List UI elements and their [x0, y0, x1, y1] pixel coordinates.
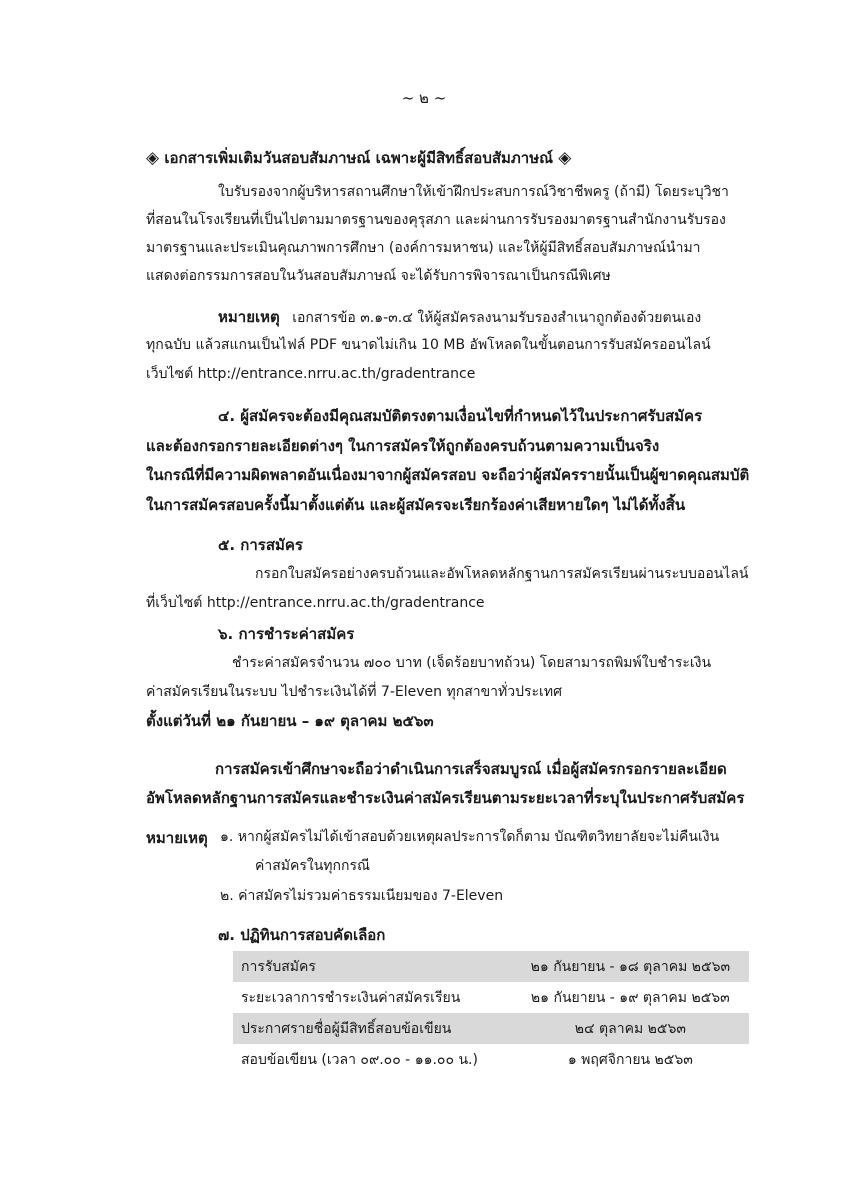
item4-line: และต้องกรอกรายละเอียดต่างๆ ในการสมัครให้ถูกต้องครบถ้วนตามความเป็นจริง [146, 437, 660, 455]
date-cell: ๒๑ กันยายน - ๑๘ ตุลาคม ๒๕๖๓ [512, 951, 749, 982]
note1-label: หมายเหตุ [218, 308, 280, 326]
activity-cell: สอบข้อเขียน (เวลา ๐๙.๐๐ - ๑๑.๐๐ น.) [241, 1051, 478, 1068]
section-extra-title: เอกสารเพิ่มเติมวันสอบสัมภาษณ์ เฉพาะผู้มีสิทธิ์สอบสัมภาษณ์ [164, 149, 553, 167]
completion-line: อัพโหลดหลักฐานการสมัครและชำระเงินค่าสมัครเรียนตามระยะเวลาที่ระบุในประกาศรับสมัคร [146, 789, 745, 807]
activity-cell: ระยะเวลาการชำระเงินค่าสมัครเรียน [241, 989, 461, 1006]
item5-line: กรอกใบสมัครอย่างครบถ้วนและอัพโหลดหลักฐานการสมัครเรียนผ่านระบบออนไลน์ [255, 566, 749, 582]
diamond-icon: ◈ [558, 148, 572, 168]
note2-label: หมายเหตุ [146, 829, 208, 847]
item7-heading: ๗. ปฏิทินการสอบคัดเลือก [218, 926, 386, 944]
table-row [233, 982, 749, 1013]
note1-line: ทุกฉบับ แล้วสแกนเป็นไฟล์ PDF ขนาดไม่เกิน 10 MB อัพโหลดในขั้นตอนการรับสมัครออนไลน์ [146, 337, 711, 353]
section-extra-line: ที่สอนในโรงเรียนที่เป็นไปตามมาตรฐานของคุรุสภา และผ่านการรับรองมาตรฐานสำนักงานรับรอง [146, 212, 726, 228]
table-row [233, 951, 749, 982]
table-row [233, 1044, 749, 1075]
item5-heading: ๕. การสมัคร [218, 536, 303, 554]
date-cell: ๒๑ กันยายน - ๑๙ ตุลาคม ๒๕๖๓ [530, 989, 730, 1006]
activity-cell: ประกาศรายชื่อผู้มีสิทธิ์สอบข้อเขียน [233, 1013, 512, 1044]
note1-text: เอกสารข้อ ๓.๑-๓.๔ ให้ผู้สมัครลงนามรับรองสำเนาถูกต้องด้วยตนเอง [292, 310, 702, 326]
section-extra-line: มาตรฐานและประเมินคุณภาพการศึกษา (องค์การมหาชน) และให้ผู้มีสิทธิ์สอบสัมภาษณ์นำมา [146, 240, 701, 256]
item6-heading: ๖. การชำระค่าสมัคร [218, 625, 355, 643]
note1-url: เว็บไซต์ http://entrance.nrru.ac.th/gradentrance [146, 366, 476, 382]
date-cell: ๒๔ ตุลาคม ๒๕๖๓ [512, 1013, 749, 1044]
date-cell: ๑ พฤศจิกายน ๒๕๖๓ [567, 1051, 693, 1068]
item6-line: ค่าสมัครเรียนในระบบ ไปชำระเงินได้ที่ 7-Eleven ทุกสาขาทั่วประเทศ [146, 684, 562, 700]
exam-calendar-table [233, 951, 749, 1075]
item4-line: ๔. ผู้สมัครจะต้องมีคุณสมบัติตรงตามเงื่อนไขที่กำหนดไว้ในประกาศรับสมัคร [218, 407, 703, 425]
item6-period: ตั้งแต่วันที่ ๒๑ กันยายน – ๑๙ ตุลาคม ๒๕๖๓ [146, 712, 434, 730]
section-extra-line: แสดงต่อกรรมการสอบในวันสอบสัมภาษณ์ จะได้รับการพิจารณาเป็นกรณีพิเศษ [146, 268, 611, 284]
item4-line: ในการสมัครสอบครั้งนี้มาตั้งแต่ต้น และผู้สมัครจะเรียกร้องค่าเสียหายใดๆ ไม่ได้ทั้งสิ้น [146, 496, 686, 514]
note2-item: ๑. หากผู้สมัครไม่ได้เข้าสอบด้วยเหตุผลประการใดก็ตาม บัณฑิตวิทยาลัยจะไม่คืนเงิน [220, 829, 720, 845]
completion-line: การสมัครเข้าศึกษาจะถือว่าดำเนินการเสร็จสมบูรณ์ เมื่อผู้สมัครกรอกรายละเอียด [215, 760, 727, 778]
note1-line [218, 305, 701, 329]
section-extra-line: ใบรับรองจากผู้บริหารสถานศึกษาให้เข้าฝึกประสบการณ์วิชาชีพครู (ถ้ามี) โดยระบุวิชา [218, 184, 729, 200]
table-row [233, 1013, 749, 1044]
note2-item: ค่าสมัครในทุกกรณี [255, 858, 370, 874]
activity-cell: การรับสมัคร [233, 951, 512, 982]
diamond-icon: ◈ [146, 148, 160, 168]
item6-line: ชำระค่าสมัครจำนวน ๗๐๐ บาท (เจ็ดร้อยบาทถ้วน) โดยสามารถพิมพ์ใบชำระเงิน [232, 655, 712, 671]
item5-url: ที่เว็บไซต์ http://entrance.nrru.ac.th/gradentrance [146, 595, 485, 611]
section-extra-heading [146, 146, 571, 170]
page-number: ~ ๒ ~ [401, 89, 447, 107]
note2-item: ๒. ค่าสมัครไม่รวมค่าธรรมเนียมของ 7-Eleven [220, 888, 504, 904]
item4-line: ในกรณีที่มีความผิดพลาดอันเนื่องมาจากผู้สมัครสอบ จะถือว่าผู้สมัครรายนั้นเป็นผู้ขาดคุณสมบัติ [146, 466, 750, 484]
